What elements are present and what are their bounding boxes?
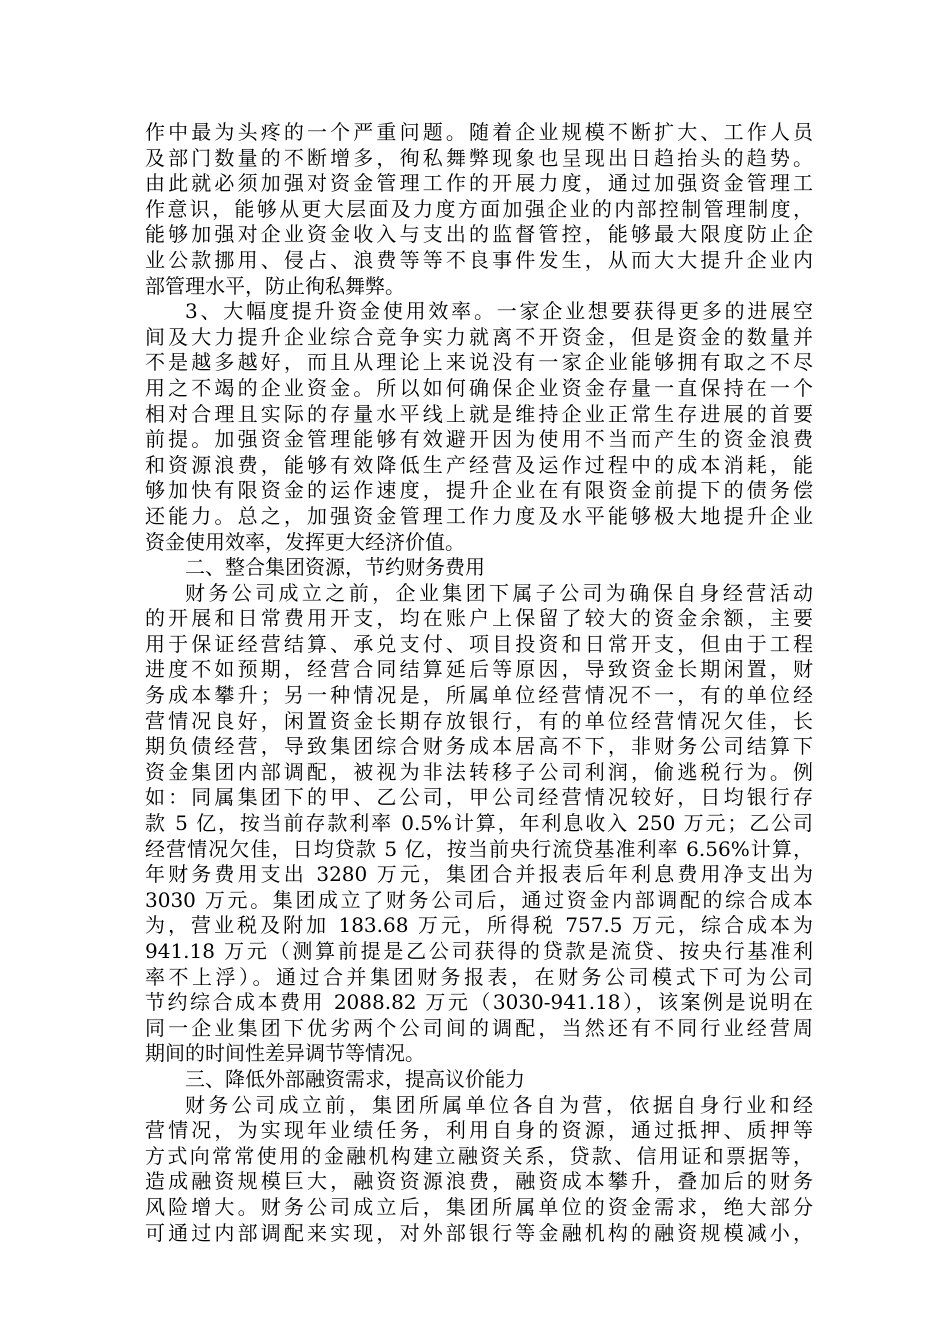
text-line: 和资源浪费，能够有效降低生产经营及运作过程中的成本消耗，能 (145, 452, 813, 477)
text-line: 间及大力提升企业综合竞争实力就离不开资金，但是资金的数量并 (145, 324, 813, 349)
text-line: 业公款挪用、侵占、浪费等等不良事件发生，从而大大提升企业内 (145, 247, 813, 272)
text-line: 及部门数量的不断增多，徇私舞弊现象也呈现出日趋抬头的趋势。 (145, 145, 813, 170)
text-line: 资金使用效率，发挥更大经济价值。 (145, 529, 465, 554)
text-line: 造成融资规模巨大，融资资源浪费，融资成本攀升，叠加后的财务 (145, 1169, 813, 1194)
text-line: 可通过内部调配来实现，对外部银行等金融机构的融资规模减小， (145, 1220, 813, 1245)
text-line: 3030 万元。集团成立了财务公司后，通过资金内部调配的综合成本 (145, 887, 813, 912)
text-line: 务成本攀升；另一种情况是，所属单位经营情况不一，有的单位经 (145, 683, 813, 708)
text-line: 财务公司成立前，集团所属单位各自为营，依据自身行业和经 (185, 1092, 813, 1117)
text-line: 款 5 亿，按当前存款利率 0.5%计算，年利息收入 250 万元；乙公司 (145, 811, 813, 836)
text-line: 够加快有限资金的运作速度，提升企业在有限资金前提下的债务偿 (145, 478, 813, 503)
text-line: 资金集团内部调配，被视为非法转移子公司利润，偷逃税行为。例 (145, 759, 813, 784)
text-line: 节约综合成本费用 2088.82 万元（3030-941.18），该案例是说明在 (145, 990, 813, 1015)
text-line: 方式向常常使用的金融机构建立融资关系，贷款、信用证和票据等， (145, 1143, 813, 1168)
text-line: 为，营业税及附加 183.68 万元，所得税 757.5 万元，综合成本为 (145, 913, 813, 938)
text-line: 由此就必须加强对资金管理工作的开展力度，通过加强资金管理工 (145, 171, 813, 196)
text-line: 能够加强对企业资金收入与支出的监督管控，能够最大限度防止企 (145, 222, 813, 247)
document-body (145, 120, 813, 1246)
text-line: 营情况良好，闲置资金长期存放银行，有的单位经营情况欠佳，长 (145, 708, 813, 733)
text-line: 用于保证经营结算、承兑支付、项目投资和日常开支，但由于工程 (145, 631, 813, 656)
text-line: 二、整合集团资源，节约财务费用 (185, 555, 485, 580)
text-line: 3、大幅度提升资金使用效率。一家企业想要获得更多的进展空 (185, 299, 813, 324)
text-line: 用之不竭的企业资金。所以如何确保企业资金存量一直保持在一个 (145, 375, 813, 400)
text-line: 财务公司成立之前，企业集团下属子公司为确保自身经营活动 (185, 580, 813, 605)
text-line: 作意识，能够从更大层面及力度方面加强企业的内部控制管理制度， (145, 196, 813, 221)
text-line: 期间的时间性差异调节等情况。 (145, 1041, 425, 1066)
text-line: 不是越多越好，而且从理论上来说没有一家企业能够拥有取之不尽 (145, 350, 813, 375)
text-line: 941.18 万元（测算前提是乙公司获得的贷款是流贷、按央行基准利 (145, 939, 813, 963)
text-line: 前提。加强资金管理能够有效避开因为使用不当而产生的资金浪费 (145, 427, 813, 452)
text-line: 如：同属集团下的甲、乙公司，甲公司经营情况较好，日均银行存 (145, 785, 813, 810)
text-line: 年财务费用支出 3280 万元，集团合并报表后年利息费用净支出为 (145, 862, 813, 887)
text-line: 进度不如预期，经营合同结算延后等原因，导致资金长期闲置，财 (145, 657, 813, 682)
text-line: 作中最为头疼的一个严重问题。随着企业规模不断扩大、工作人员 (145, 120, 813, 144)
text-line: 风险增大。财务公司成立后，集团所属单位的资金需求，绝大部分 (145, 1194, 813, 1219)
text-line: 率不上浮）。通过合并集团财务报表，在财务公司模式下可为公司 (145, 964, 813, 989)
text-line: 相对合理且实际的存量水平线上就是维持企业正常生存进展的首要 (145, 401, 813, 426)
text-line: 的开展和日常费用开支，均在账户上保留了较大的资金余额，主要 (145, 606, 813, 631)
text-line: 三、降低外部融资需求，提高议价能力 (185, 1066, 525, 1091)
text-line: 同一企业集团下优劣两个公司间的调配，当然还有不同行业经营周 (145, 1015, 813, 1040)
text-line: 期负债经营，导致集团综合财务成本居高不下，非财务公司结算下 (145, 734, 813, 759)
text-line: 还能力。总之，加强资金管理工作力度及水平能够极大地提升企业 (145, 503, 813, 528)
text-line: 营情况，为实现年业绩任务，利用自身的资源，通过抵押、质押等 (145, 1118, 813, 1143)
text-line: 经营情况欠佳，日均贷款 5 亿，按当前央行流贷基准利率 6.56%计算， (145, 836, 813, 861)
text-line: 部管理水平，防止徇私舞弊。 (145, 273, 405, 298)
